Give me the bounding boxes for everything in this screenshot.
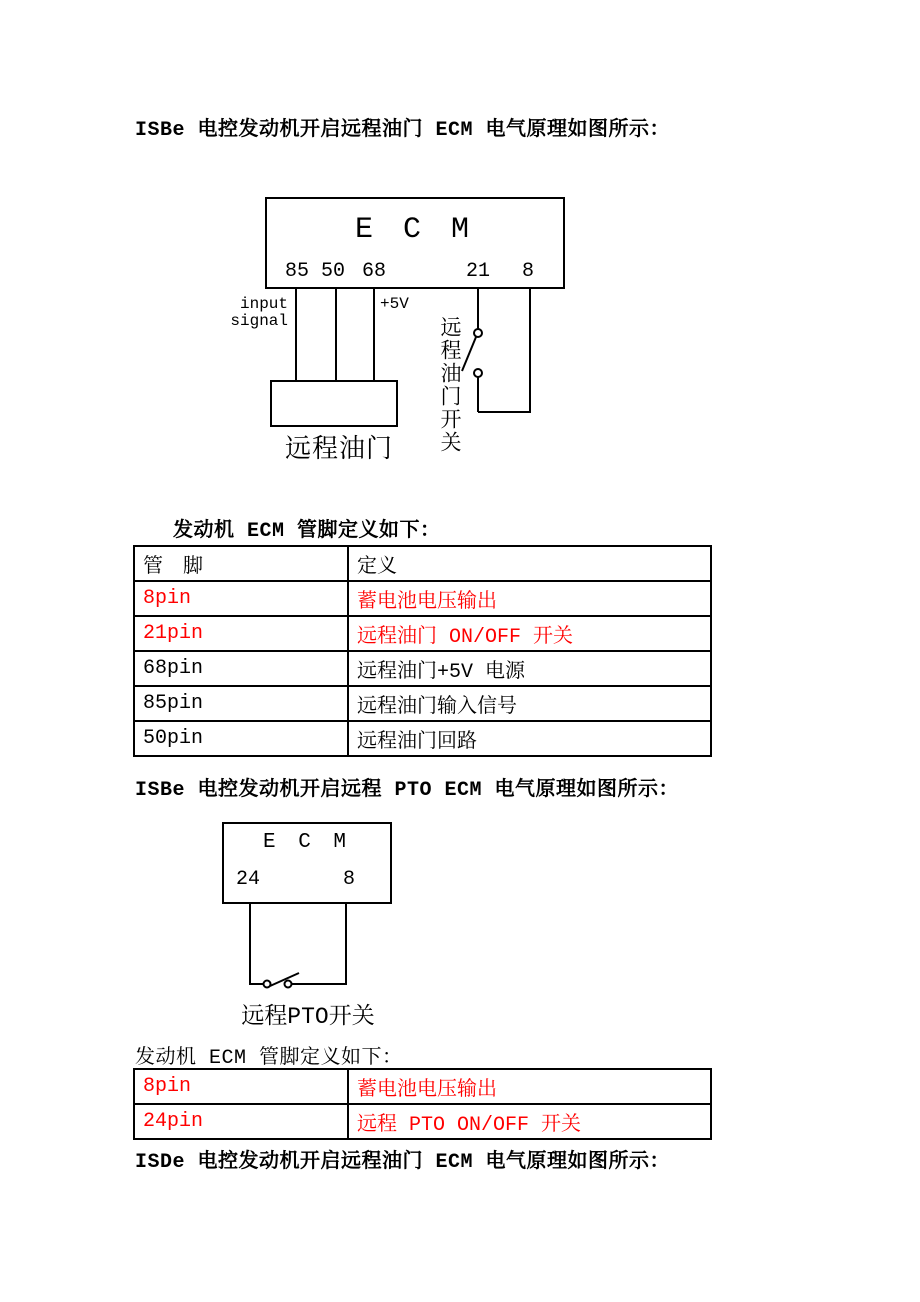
pin-cell: 8pin <box>134 1069 348 1104</box>
heading-isde-throttle: ISDe 电控发动机开启远程油门 ECM 电气原理如图所示： <box>135 1151 671 1174</box>
switch-blade-icon <box>270 973 299 986</box>
def-cell: 远程油门回路 <box>348 721 711 756</box>
pin-68-label: 68 <box>362 260 387 283</box>
table-row <box>134 1069 711 1104</box>
table-row <box>134 721 711 756</box>
plus5v-label: +5V <box>380 295 409 313</box>
pin-cell: 21pin <box>134 616 348 651</box>
table-row <box>134 616 711 651</box>
def-cell: 远程油门输入信号 <box>348 686 711 721</box>
remote-pto-switch-caption: 远程PTO开关 <box>241 1004 375 1030</box>
remote-throttle-caption: 远程油门 <box>284 435 393 465</box>
def-cell: 远程油门 ON/OFF 开关 <box>348 616 711 651</box>
remote-throttle-switch-vertical-label: 远程油门开关 <box>436 316 459 454</box>
subheading-ecm-pins-2: 发动机 ECM 管脚定义如下： <box>135 1047 403 1070</box>
switch-contact-icon <box>285 981 292 988</box>
pin-8-label: 8 <box>343 868 356 891</box>
switch-blade-icon <box>462 337 476 371</box>
ecm-box-1-label: E C M <box>354 213 475 247</box>
input-signal-line2: signal <box>230 312 288 330</box>
table-row <box>134 686 711 721</box>
def-cell: 蓄电池电压输出 <box>348 581 711 616</box>
table-row <box>134 1104 711 1139</box>
diagram2-wires <box>250 903 346 988</box>
input-signal-label <box>205 296 288 330</box>
pin-21-label: 21 <box>466 260 491 283</box>
def-cell: 远程油门+5V 电源 <box>348 651 711 686</box>
pin-cell: 85pin <box>134 686 348 721</box>
pin-85-label: 85 <box>285 260 310 283</box>
pin-cell: 50pin <box>134 721 348 756</box>
switch-contact-icon <box>474 329 482 337</box>
table-row <box>134 581 711 616</box>
heading-isbe-pto: ISBe 电控发动机开启远程 PTO ECM 电气原理如图所示： <box>135 779 680 802</box>
pin-definition-table-2 <box>133 1068 712 1140</box>
remote-throttle-box <box>270 380 398 427</box>
switch-contact-icon <box>264 981 271 988</box>
header-cell-def: 定义 <box>348 546 711 581</box>
pin-24-label: 24 <box>236 868 261 891</box>
pin-cell: 68pin <box>134 651 348 686</box>
header-cell-pin: 管 脚 <box>134 546 348 581</box>
def-cell: 远程 PTO ON/OFF 开关 <box>348 1104 711 1139</box>
heading-isbe-throttle: ISBe 电控发动机开启远程油门 ECM 电气原理如图所示： <box>135 119 671 142</box>
def-cell: 蓄电池电压输出 <box>348 1069 711 1104</box>
subheading-ecm-pins-1: 发动机 ECM 管脚定义如下： <box>173 520 441 543</box>
pin-cell: 8pin <box>134 581 348 616</box>
table-row <box>134 651 711 686</box>
input-signal-line1: input <box>239 295 288 313</box>
pin-definition-table-1 <box>133 545 712 757</box>
switch-contact-icon <box>474 369 482 377</box>
ecm-box-2-label: E C M <box>262 831 351 854</box>
pin-cell: 24pin <box>134 1104 348 1139</box>
pin-50-label: 50 <box>321 260 346 283</box>
pin-8-label: 8 <box>522 260 535 283</box>
table-header-row <box>134 546 711 581</box>
